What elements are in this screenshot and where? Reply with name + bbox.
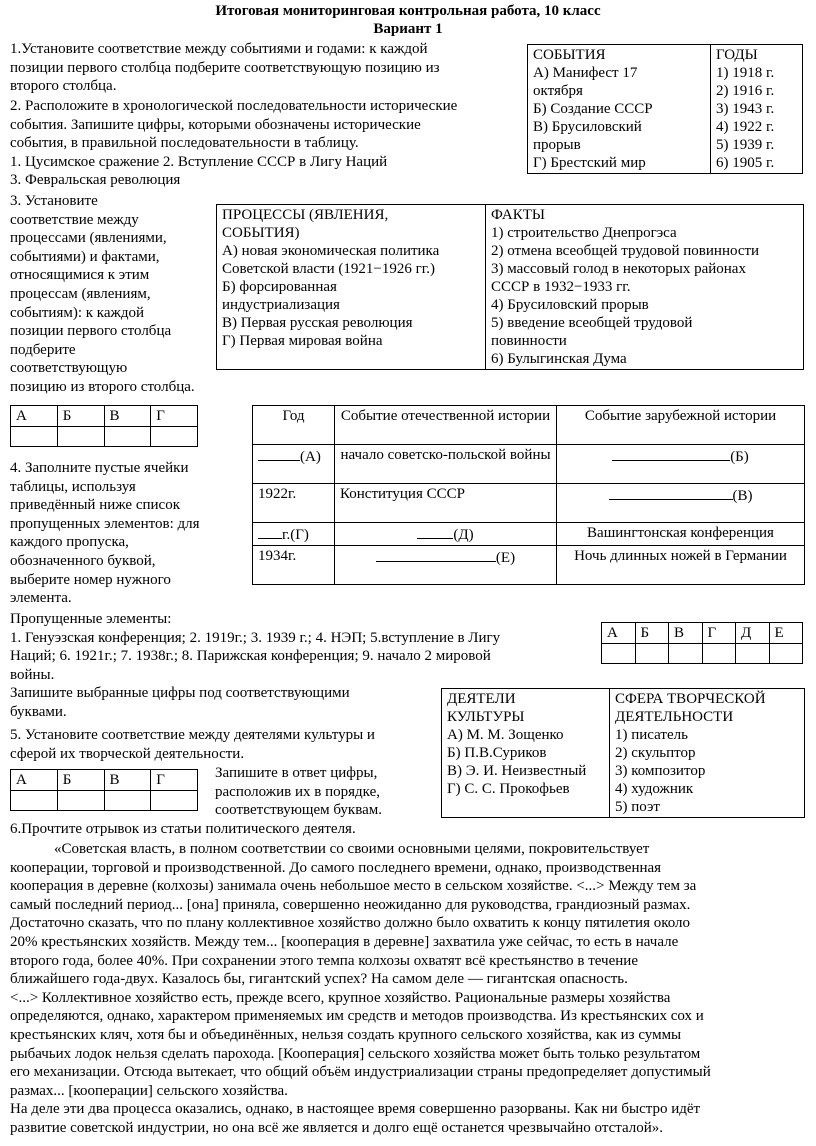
q5-figures-spheres-table [441,688,805,818]
q1-events-years-table [527,44,803,174]
q3-line: подберите [10,341,76,358]
q5-write-line: соответствующем буквам. [215,802,382,819]
q3-answer-header: Г [151,406,198,427]
q2-line: 3. Февральская революция [10,172,181,189]
q5-answer-cell[interactable] [151,791,198,811]
q1-event: Г) Брестский мир [533,155,646,171]
q5-sphere: 4) художник [615,781,694,797]
q3-answer-header: В [104,406,151,427]
q4-missing-elements [10,610,500,722]
q4-row-foreign: Вашингтонская конференция [557,523,805,546]
q4-answer-header: Б [635,623,669,644]
q2-line: события. Запишите цифры, которыми обозначены исторические [10,116,421,133]
q1-year: 3) 1943 г. [716,101,775,117]
q2-line: 1. Цусимское сражение 2. Вступление СССР в Лигу Наций [10,153,388,170]
q4-answer-header: Г [702,623,736,644]
q5-answer-cell[interactable] [104,791,151,811]
q3-processes-facts-table [216,204,804,370]
q4-line: 4. Заполните пустые ячейки [10,460,189,476]
q3-line: позицию из второго столбца. [10,378,195,395]
q1-events-header: СОБЫТИЯ [533,47,606,63]
q5-answer-header: Б [57,770,104,791]
q1-year: 6) 1905 г. [716,155,775,171]
q3-fact: ФАКТЫ [491,207,545,223]
q1-line: 1.Установите соответствие между событиями и годами: к каждой [10,41,428,57]
q5-figure: КУЛЬТУРЫ [447,709,525,725]
q6-line: «Советская власть, в полном соответствии со своими основными целями, покровительствует [54,841,650,857]
q3-process: ПРОЦЕССЫ (ЯВЛЕНИЯ, [222,207,389,223]
q1-event: октября [533,83,583,99]
q3-process: индустриализация [222,297,340,313]
q5-line: 5. Установите соответствие между деятелями культуры и [10,727,375,743]
q5-answer-cell[interactable] [11,791,58,811]
q6-line: На деле эти два процесса оказались, однако, в настоящее время совершенно разорваны. Как ни быстро идёт [10,1101,701,1118]
q5-sphere: 1) писатель [615,727,688,743]
q6-line: определяются, однако, характером применяемых им средств и методов производства. Из крестьянских сох и [10,1008,704,1025]
q1-year: 2) 1916 г. [716,83,775,99]
q3-process: Советской власти (1921−1926 гг.) [222,261,435,277]
q5-sphere: 5) поэт [615,799,660,815]
q5-write-line: Запишите в ответ цифры, [215,765,378,781]
q3-answer-header: Б [57,406,104,427]
q3-answer-header: А [11,406,58,427]
q1-year: 4) 1922 г. [716,119,775,135]
q6-line: его механизации. Отсюда вытекает, что общий объём индустриализации страны предопределяет допустимый [10,1064,711,1081]
q5-sphere: 2) скульптор [615,745,696,761]
q4-write-line: Запишите выбранные цифры под соответствующими [10,685,350,702]
q5-line: сферой их творческой деятельности. [10,745,245,762]
q3-facts-cell [486,205,804,370]
q5-answer-cell[interactable] [57,791,104,811]
q4-write-line: буквами. [10,703,67,720]
q3-fact: СССР в 1932−1933 гг. [491,279,631,295]
document-title: Итоговая мониторинговая контрольная работа, 10 класс [215,3,601,19]
q4-text [10,459,200,608]
q1-years-header: ГОДЫ [716,47,758,63]
q3-fact: повинности [491,333,567,349]
q4-answer-header: Д [736,623,770,644]
q3-line: позиции первого столбца [10,323,172,340]
q4-row-year: 1922г. [253,484,335,523]
q4-row-domestic: начало советско-польской войны [335,445,557,484]
q6-line: рыбачьих лодок нельзя сделать парохода. [Кооперация] сельского хозяйства может быть только результатом [10,1045,701,1062]
q3-answer-cell[interactable] [151,427,198,447]
q5-figure: ДЕЯТЕЛИ [447,691,516,707]
q4-row-foreign[interactable]: (Б) [557,445,805,484]
q5-sphere: СФЕРА ТВОРЧЕСКОЙ [615,691,766,707]
q4-answer-grid [601,622,803,664]
q2-line: события, в правильной последовательности в таблицу. [10,135,359,152]
q3-answer-cell[interactable] [11,427,58,447]
q3-process: СОБЫТИЯ) [222,225,300,241]
q4-answer-cell[interactable] [635,644,669,664]
q4-header-year: Год [253,406,335,445]
q4-header-foreign: Событие зарубежной истории [557,406,805,445]
q5-figure: А) М. М. Зощенко [447,727,564,743]
q3-text [10,192,195,397]
q4-history-table [252,405,805,585]
q1-year: 5) 1939 г. [716,137,775,153]
q3-line: соответствие между [10,211,139,228]
q3-line: процессам (явлениям, [10,285,151,302]
q1-event: Б) Создание СССР [533,101,653,117]
q5-text [10,726,375,763]
q4-header-domestic: Событие отечественной истории [335,406,557,445]
q1-event: В) Брусиловский [533,119,642,135]
variant-label: Вариант 1 [373,21,443,37]
q3-line: относящимися к этим [10,267,150,284]
q5-answer-header: В [104,770,151,791]
q3-answer-cell[interactable] [104,427,151,447]
q1-line: второго столбца. [10,78,117,95]
q5-figure: Б) П.В.Суриков [447,745,547,761]
q3-line: событиям): к каждой [10,304,145,321]
q4-answer-cell[interactable] [702,644,736,664]
q1-line: позиции первого столбца подберите соответствующую позицию из [10,59,440,76]
q4-missing-title: Пропущенные элементы: [10,611,172,627]
q6-line: самый последний период... [она] приняла, совершенно неожиданно для руководства, грандиозный размах. [10,896,691,913]
q4-answer-cell[interactable] [602,644,636,664]
q3-process: В) Первая русская революция [222,315,413,331]
q5-sphere: ДЕЯТЕЛЬНОСТИ [615,709,734,725]
q4-line: обозначенного буквой, [10,552,156,569]
q5-spheres-cell [610,689,805,818]
q6-intro: 6.Прочтите отрывок из статьи политического деятеля. [10,821,356,837]
q4-row-domestic[interactable]: (Е) [335,546,557,585]
q4-line: таблицы, используя [10,478,136,495]
q3-process: А) новая экономическая политика [222,243,440,259]
q3-fact: 3) массовый голод в некоторых районах [491,261,746,277]
q1-years-cell [711,45,803,174]
q6-line: кооперации, торговой и производственной. До самого последнего времени, однако, производственная [10,859,662,876]
q5-sphere: 3) композитор [615,763,706,779]
q4-row-year[interactable]: (А) [253,445,335,484]
q1-event: прорыв [533,137,581,153]
q5-answer-grid [10,769,198,811]
q3-process: Б) форсированная [222,279,337,295]
q4-row-year[interactable]: г.(Г) [253,523,335,546]
q6-line: второго года, более 40%. При сохранении этого темпа колхозы охватят всё крестьянство в течение [10,952,638,969]
q6-excerpt [10,840,711,1138]
q3-processes-cell [217,205,486,370]
q2-text [10,97,457,190]
q4-line: приведённый ниже список [10,497,180,514]
q4-row-domestic[interactable]: (Д) [335,523,557,546]
q3-line: 3. Установите [10,193,98,209]
q1-text [10,40,440,96]
q6-line: Достаточно сказать, что по плану коллективное хозяйство должно было охватить к концу пятилетия около [10,915,691,932]
q5-write-instruction [215,764,382,820]
q4-missing-line: Наций; 6. 1921г.; 7. 1938г.; 8. Парижская конференция; 9. начало 2 мировой [10,648,491,665]
q3-answer-cell[interactable] [57,427,104,447]
q3-line: событиями) и фактами, [10,248,160,265]
q3-fact: 1) строительство Днепрогэса [491,225,677,241]
q3-process: Г) Первая мировая война [222,333,383,349]
q4-line: каждого пропуска, [10,534,129,551]
q4-answer-cell[interactable] [769,644,803,664]
q5-answer-header: Г [151,770,198,791]
q4-row-domestic: Конституция СССР [335,484,557,523]
q1-year: 1) 1918 г. [716,65,775,81]
q5-figure: В) Э. И. Неизвестный [447,763,587,779]
q3-fact: 5) введение всеобщей трудовой [491,315,693,331]
q4-row-foreign: Ночь длинных ножей в Германии [557,546,805,585]
q2-line: 2. Расположите в хронологической последовательности исторические [10,98,458,114]
q4-line: пропущенных элементов: для [10,515,200,532]
q4-missing-line: войны. [10,666,55,683]
q3-fact: 6) Булыгинская Дума [491,351,627,367]
q4-missing-line: 1. Генуэзская конференция; 2. 1919г.; 3. 1939 г.; 4. НЭП; 5.вступление в Лигу [10,629,501,646]
q4-row-year: 1934г. [253,546,335,585]
q4-answer-cell[interactable] [736,644,770,664]
q4-line: элемента. [10,590,72,607]
q5-write-line: расположив их в порядке, [215,783,380,800]
q4-row-foreign[interactable]: (В) [557,484,805,523]
q6-line: крестьянских кляч, хотя бы и объединённых, нельзя создать крупного сельского хозяйства, как из суммы [10,1026,682,1043]
q3-answer-grid [10,405,198,447]
q3-fact: 2) отмена всеобщей трудовой повинности [491,243,760,259]
q4-answer-header: Е [769,623,803,644]
q5-figure: Г) С. С. Прокофьев [447,781,570,797]
q6-line: развитие советской индустрии, но она всё же является и долго ещё останется чрезвычайно отсталой». [10,1119,664,1136]
q6-line: ближайшего года-двух. Казалось бы, гигантский успех? На самом деле — гигантская опасность. [10,971,628,988]
q1-events-cell [528,45,711,174]
q6-line: кооперация в деревне (колхозы) занимала очень небольшое место в сельском хозяйстве. <...> Между тем за [10,878,697,895]
q4-answer-header: А [602,623,636,644]
q6-line: <...> Коллективное хозяйство есть, прежде всего, крупное хозяйство. Рациональные размеры хозяйства [10,989,671,1006]
q6-line: 20% крестьянских хозяйств. Между тем... [кооперация в деревне] захватила уже сейчас, то есть в начале [10,933,679,950]
q4-answer-header: В [669,623,703,644]
q5-answer-header: А [11,770,58,791]
q5-figures-cell [442,689,610,818]
q1-event: А) Манифест 17 [533,65,638,81]
q3-fact: 4) Брусиловский прорыв [491,297,649,313]
q4-line: выберите номер нужного [10,571,171,588]
q6-line: размах... [кооперации] сельского хозяйства. [10,1082,288,1099]
q3-line: соответствующую [10,360,128,377]
q4-answer-cell[interactable] [669,644,703,664]
q3-line: процессами (явлениями, [10,230,167,247]
